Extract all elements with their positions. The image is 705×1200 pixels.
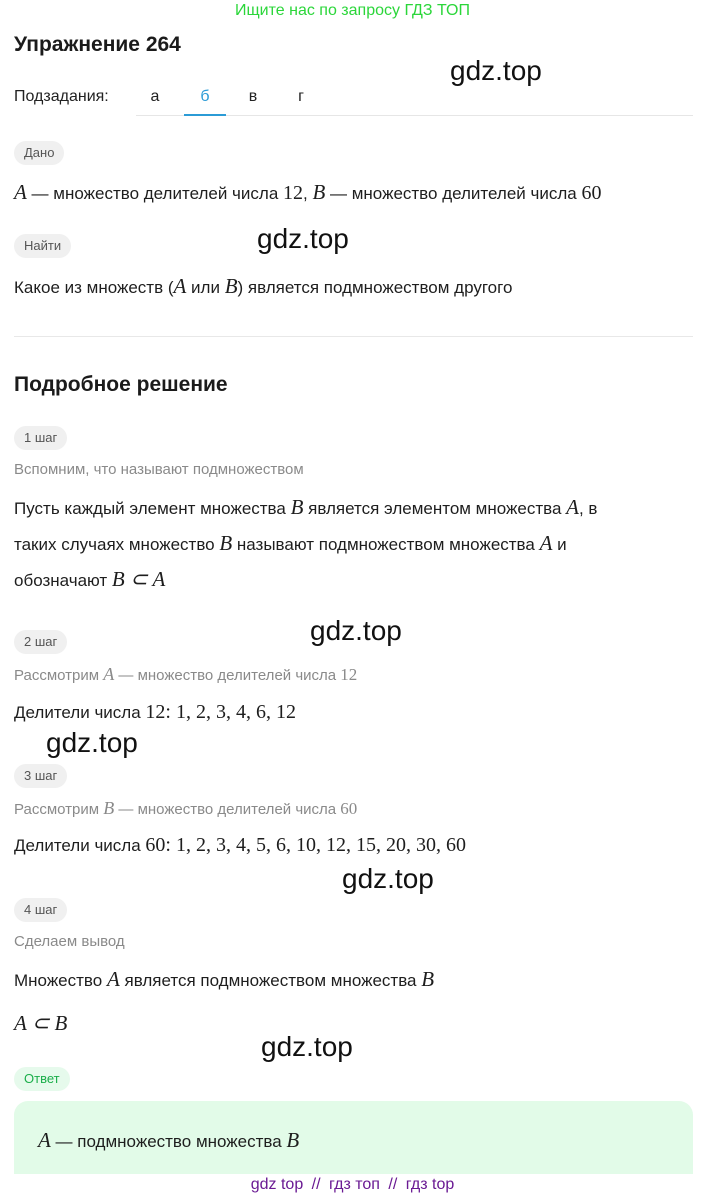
step-1-text: является элементом множества [303, 499, 567, 518]
footer-separator: // [311, 1176, 321, 1193]
find-text [14, 274, 512, 299]
step-1-line-2 [14, 531, 567, 556]
footer-link[interactable]: gdz top [250, 1176, 304, 1193]
step-4-chip: 4 шаг [14, 898, 67, 922]
divisors-of-12: 12: 1, 2, 3, 4, 6, 12 [145, 701, 296, 723]
given-number-60: 60 [581, 182, 602, 204]
subtasks-nav [14, 84, 693, 116]
subtasks-label: Подзадания: [14, 88, 109, 105]
step-1-text: и [552, 535, 567, 554]
given-chip: Дано [14, 141, 64, 165]
find-text-part: ) является подмножеством другого [237, 278, 513, 297]
step-2-hint [14, 664, 357, 685]
step-2-hint-text: Рассмотрим [14, 667, 104, 684]
step-2-chip: 2 шаг [14, 630, 67, 654]
step-3-text [14, 834, 466, 857]
subtask-tab-a[interactable]: а [150, 88, 160, 105]
given-set-b: B [312, 180, 326, 204]
subset-formula: A ⊂ B [14, 1011, 68, 1035]
subset-formula: B ⊂ A [111, 567, 166, 591]
subtask-tab-b[interactable]: б [184, 84, 226, 116]
answer-text-part: — подмножество множества [50, 1132, 287, 1151]
search-promo-banner: Ищите нас по запросу ГДЗ ТОП [235, 2, 470, 19]
step-1-line-1 [14, 495, 597, 520]
step-1-text: таких случаях множество [14, 535, 220, 554]
step-1-hint: Вспомним, что называют подмножеством [14, 461, 304, 478]
set-b: B [421, 967, 435, 991]
given-comma: , [303, 184, 313, 203]
step-4-hint: Сделаем вывод [14, 933, 125, 950]
set-b: B [286, 1128, 300, 1152]
find-set-b: B [224, 274, 238, 298]
subtask-tab-g[interactable]: г [298, 88, 304, 105]
step-4-line-1 [14, 967, 434, 992]
step-2-text [14, 701, 296, 724]
section-divider [14, 336, 693, 337]
step-1-text: , в [578, 499, 598, 518]
watermark: gdz.top [342, 863, 434, 894]
step-3-hint-text: Рассмотрим [14, 801, 104, 818]
footer-separator: // [388, 1176, 398, 1193]
step-3-label: Делители числа [14, 836, 146, 855]
find-set-a: A [173, 274, 187, 298]
given-text-part: — множество делителей числа [325, 184, 582, 203]
answer-box [14, 1101, 693, 1175]
find-text-part: Какое из множеств ( [14, 278, 174, 297]
watermark: gdz.top [46, 727, 138, 758]
divisors-of-60: 60: 1, 2, 3, 4, 5, 6, 10, 12, 15, 20, 30, 60 [145, 834, 466, 856]
given-set-a: A [14, 180, 27, 204]
answer-chip: Ответ [14, 1067, 70, 1091]
watermark: gdz.top [450, 55, 542, 86]
given-text-part: — множество делителей числа [26, 184, 283, 203]
step-2-label: Делители числа [14, 703, 146, 722]
footer-links [0, 1174, 705, 1200]
watermark: gdz.top [261, 1031, 353, 1062]
step-2-hint-text: — множество делителей числа [114, 667, 341, 684]
step-3-hint [14, 798, 357, 819]
set-a: A [103, 664, 115, 684]
step-1-line-3 [14, 567, 165, 592]
watermark: gdz.top [310, 615, 402, 646]
set-a: A [106, 967, 120, 991]
watermark: gdz.top [257, 223, 349, 254]
find-chip: Найти [14, 234, 71, 258]
footer-link[interactable]: гдз top [405, 1176, 455, 1193]
footer-link[interactable]: гдз топ [329, 1176, 380, 1193]
set-b: B [219, 531, 233, 555]
page-title: Упражнение 264 [14, 33, 181, 56]
set-a: A [566, 495, 579, 519]
step-3-chip: 3 шаг [14, 764, 67, 788]
subtask-tab-v[interactable]: в [248, 88, 258, 105]
step-3-hint-text: — множество делителей числа [114, 801, 341, 818]
set-a: A [38, 1128, 51, 1152]
given-text [14, 180, 601, 205]
solution-title: Подробное решение [14, 373, 228, 396]
step-4-formula [14, 1011, 67, 1036]
number-60: 60 [340, 799, 358, 818]
step-1-chip: 1 шаг [14, 426, 67, 450]
set-a: A [539, 531, 553, 555]
step-4-text: Множество [14, 971, 107, 990]
step-1-text: Пусть каждый элемент множества [14, 499, 291, 518]
given-number-12: 12 [283, 182, 303, 204]
answer-text [38, 1128, 299, 1153]
set-b: B [290, 495, 304, 519]
set-b: B [103, 798, 115, 818]
step-4-text: является подмножеством множества [119, 971, 422, 990]
find-text-part: или [186, 278, 225, 297]
step-1-text: называют подмножеством множества [232, 535, 540, 554]
step-1-text: обозначают [14, 571, 112, 590]
number-12: 12 [340, 665, 358, 684]
